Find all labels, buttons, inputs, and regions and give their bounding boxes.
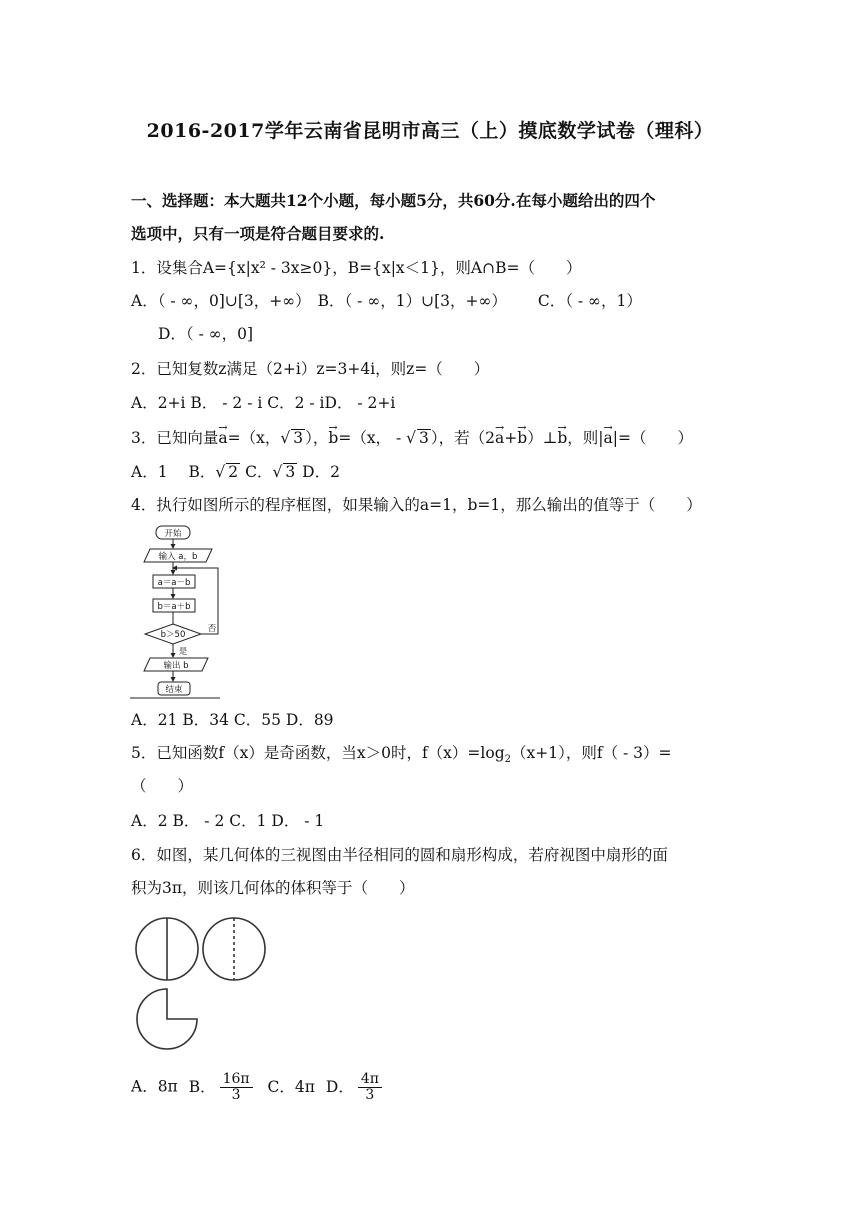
q3-tail: |=（ ） — [612, 429, 693, 447]
q6-option-c: C．4π — [267, 1077, 315, 1096]
flow-start-label: 开始 — [164, 529, 182, 539]
question-3-options: A．1 B．√ 2 C．√ 3 D．2 — [131, 463, 340, 481]
q3-then: ，则| — [567, 429, 604, 447]
q6-d-numerator: 4π — [358, 1072, 382, 1088]
question-6-stem-line1: 6．如图，某几何体的三视图由半径相同的圆和扇形构成，若府视图中扇形的面 — [131, 846, 668, 864]
q3-eq1: =（x， — [227, 429, 281, 447]
q6-option-b-fraction — [220, 1072, 253, 1103]
q3-close3: ）⊥ — [527, 429, 558, 447]
question-6-stem-line2: 积为3π，则该几何体的体积等于（ ） — [131, 879, 415, 897]
flow-input-label: 输入 a，b — [158, 552, 198, 562]
q6-option-d: D． — [325, 1077, 354, 1096]
q3-pre: 3．已知向量 — [131, 429, 219, 447]
q3-plus: + — [504, 429, 518, 447]
flow-yes-label: 是 — [178, 647, 188, 657]
question-6-options — [131, 1072, 386, 1103]
question-1-options — [131, 291, 642, 311]
vector-a-2: → a — [495, 428, 504, 448]
q3-option-b-sqrt2: 2 — [228, 463, 239, 481]
q5-stem-post: （x+1），则f（ - 3）= — [511, 744, 672, 762]
q1-option-d: D．（ - ∞，0] — [158, 325, 254, 343]
q6-b-denominator: 3 — [231, 1087, 241, 1103]
flowchart — [128, 524, 224, 700]
flow-end-label: 结束 — [165, 685, 183, 695]
flow-step1-label: a＝a－b — [157, 578, 191, 588]
q5-log-base: 2 — [504, 754, 511, 766]
q6-option-a: A．8π — [131, 1077, 178, 1096]
q1-option-a: A．（ - ∞，0]∪[3，+∞） — [131, 292, 311, 310]
vector-a-3: → a — [603, 428, 612, 448]
q3-close2: ），若（2 — [430, 429, 496, 447]
three-view-figure — [128, 912, 278, 1062]
question-1-stem: 1．设集合A={x|x² - 3x≥0}，B={x|x＜1}，则A∩B=（ ） — [131, 259, 582, 277]
question-4-options: A．21 B．34 C．55 D．89 — [131, 711, 334, 729]
q1-option-c: C．（ - ∞，1） — [537, 292, 642, 310]
q3-option-b: B． — [188, 463, 216, 481]
flow-step2-label: b＝a＋b — [157, 602, 191, 612]
section-heading-line1: 一、选择题：本大题共12个小题，每小题5分，共60分.在每小题给出的四个 — [131, 191, 656, 210]
vector-a: → a — [218, 428, 227, 448]
q3-close1: ）， — [305, 429, 329, 447]
question-5-stem-line2: （ ） — [131, 777, 194, 795]
top-view-sector — [137, 989, 197, 1049]
question-3-stem: 3．已知向量→ a=（x，√ 3 ），→ b=（x， - √ 3 ），若（2→ a+→ b）⊥→ b，则|→ a|=（ ） — [131, 428, 693, 448]
q3-option-c: C． — [245, 463, 273, 481]
q3-option-a: A．1 — [131, 463, 168, 481]
section-heading-line2: 选项中，只有一项是符合题目要求的. — [131, 224, 385, 243]
question-2-options: A．2+i B． - 2 - i C．2 - iD． - 2+i — [131, 394, 396, 412]
question-4-stem: 4．执行如图所示的程序框图，如果输入的a=1，b=1，那么输出的值等于（ ） — [131, 496, 702, 514]
q1-option-b: B．（ - ∞，1）∪[3，+∞） — [317, 292, 507, 310]
flow-no-label: 否 — [207, 624, 217, 634]
q6-option-b: B． — [188, 1077, 216, 1096]
question-5-stem — [131, 743, 672, 770]
q3-sqrt3-a: 3 — [293, 429, 304, 447]
page-title: 2016-2017学年云南省昆明市高三（上）摸底数学试卷（理科） — [146, 120, 714, 142]
q3-option-d: D．2 — [302, 463, 340, 481]
q3-sqrt3-b: 3 — [419, 429, 429, 447]
vector-b: → b — [328, 428, 338, 448]
q6-b-numerator: 16π — [220, 1072, 253, 1088]
vector-b-2: → b — [517, 428, 527, 448]
q3-option-c-sqrt3: 3 — [285, 463, 296, 481]
question-5-options: A．2 B． - 2 C．1 D． - 1 — [131, 812, 325, 830]
vector-b-3: → b — [557, 428, 567, 448]
flow-output-label: 输出 b — [163, 661, 189, 671]
question-2-stem: 2．已知复数z满足（2+i）z=3+4i，则z=（ ） — [131, 360, 490, 378]
flow-condition-label: b＞50 — [160, 630, 186, 640]
q6-d-denominator: 3 — [365, 1087, 375, 1103]
q5-stem-pre: 5．已知函数f（x）是奇函数，当x＞0时，f（x）=log — [131, 744, 505, 762]
q3-eq2: =（x， - — [338, 429, 407, 447]
q6-option-d-fraction — [358, 1072, 382, 1103]
